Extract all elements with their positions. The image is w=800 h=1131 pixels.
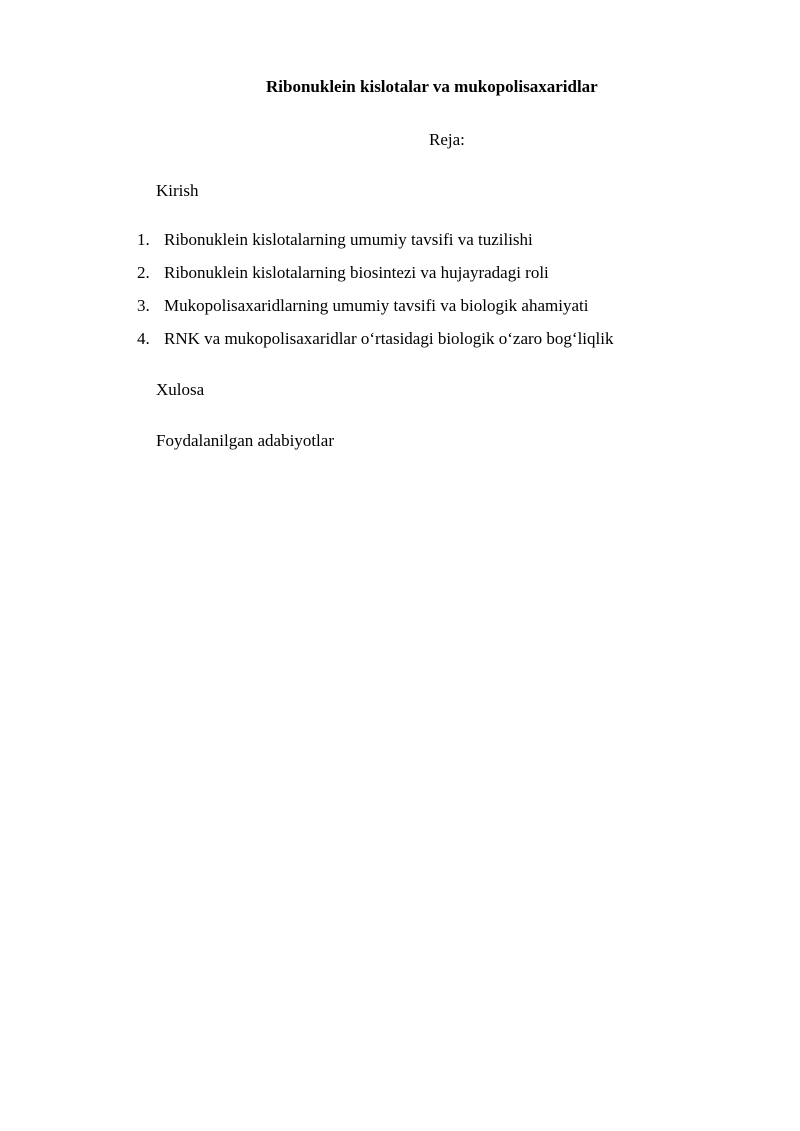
plan-item-number: 2. (137, 263, 150, 282)
plan-item-number: 3. (137, 296, 150, 315)
plan-item-text: Ribonuklein kislotalarning umumiy tavsifi va tuzilishi (164, 230, 533, 249)
plan-heading: Reja: (429, 130, 465, 149)
plan-item (137, 262, 613, 284)
plan-item-number: 4. (137, 329, 150, 348)
plan-item (137, 328, 613, 350)
intro-line: Kirish (156, 181, 199, 200)
references-line: Foydalanilgan adabiyotlar (156, 431, 334, 450)
plan-list (137, 229, 613, 361)
plan-item (137, 229, 613, 251)
plan-item-text: Mukopolisaxaridlarning umumiy tavsifi va biologik ahamiyati (164, 296, 589, 315)
plan-item-number: 1. (137, 230, 150, 249)
document-title: Ribonuklein kislotalar va mukopolisaxaridlar (266, 77, 598, 96)
plan-item-text: Ribonuklein kislotalarning biosintezi va hujayradagi roli (164, 263, 549, 282)
plan-item-text: RNK va mukopolisaxaridlar o‘rtasidagi biologik o‘zaro bog‘liqlik (164, 329, 614, 348)
conclusion-line: Xulosa (156, 380, 205, 399)
plan-item (137, 295, 613, 317)
